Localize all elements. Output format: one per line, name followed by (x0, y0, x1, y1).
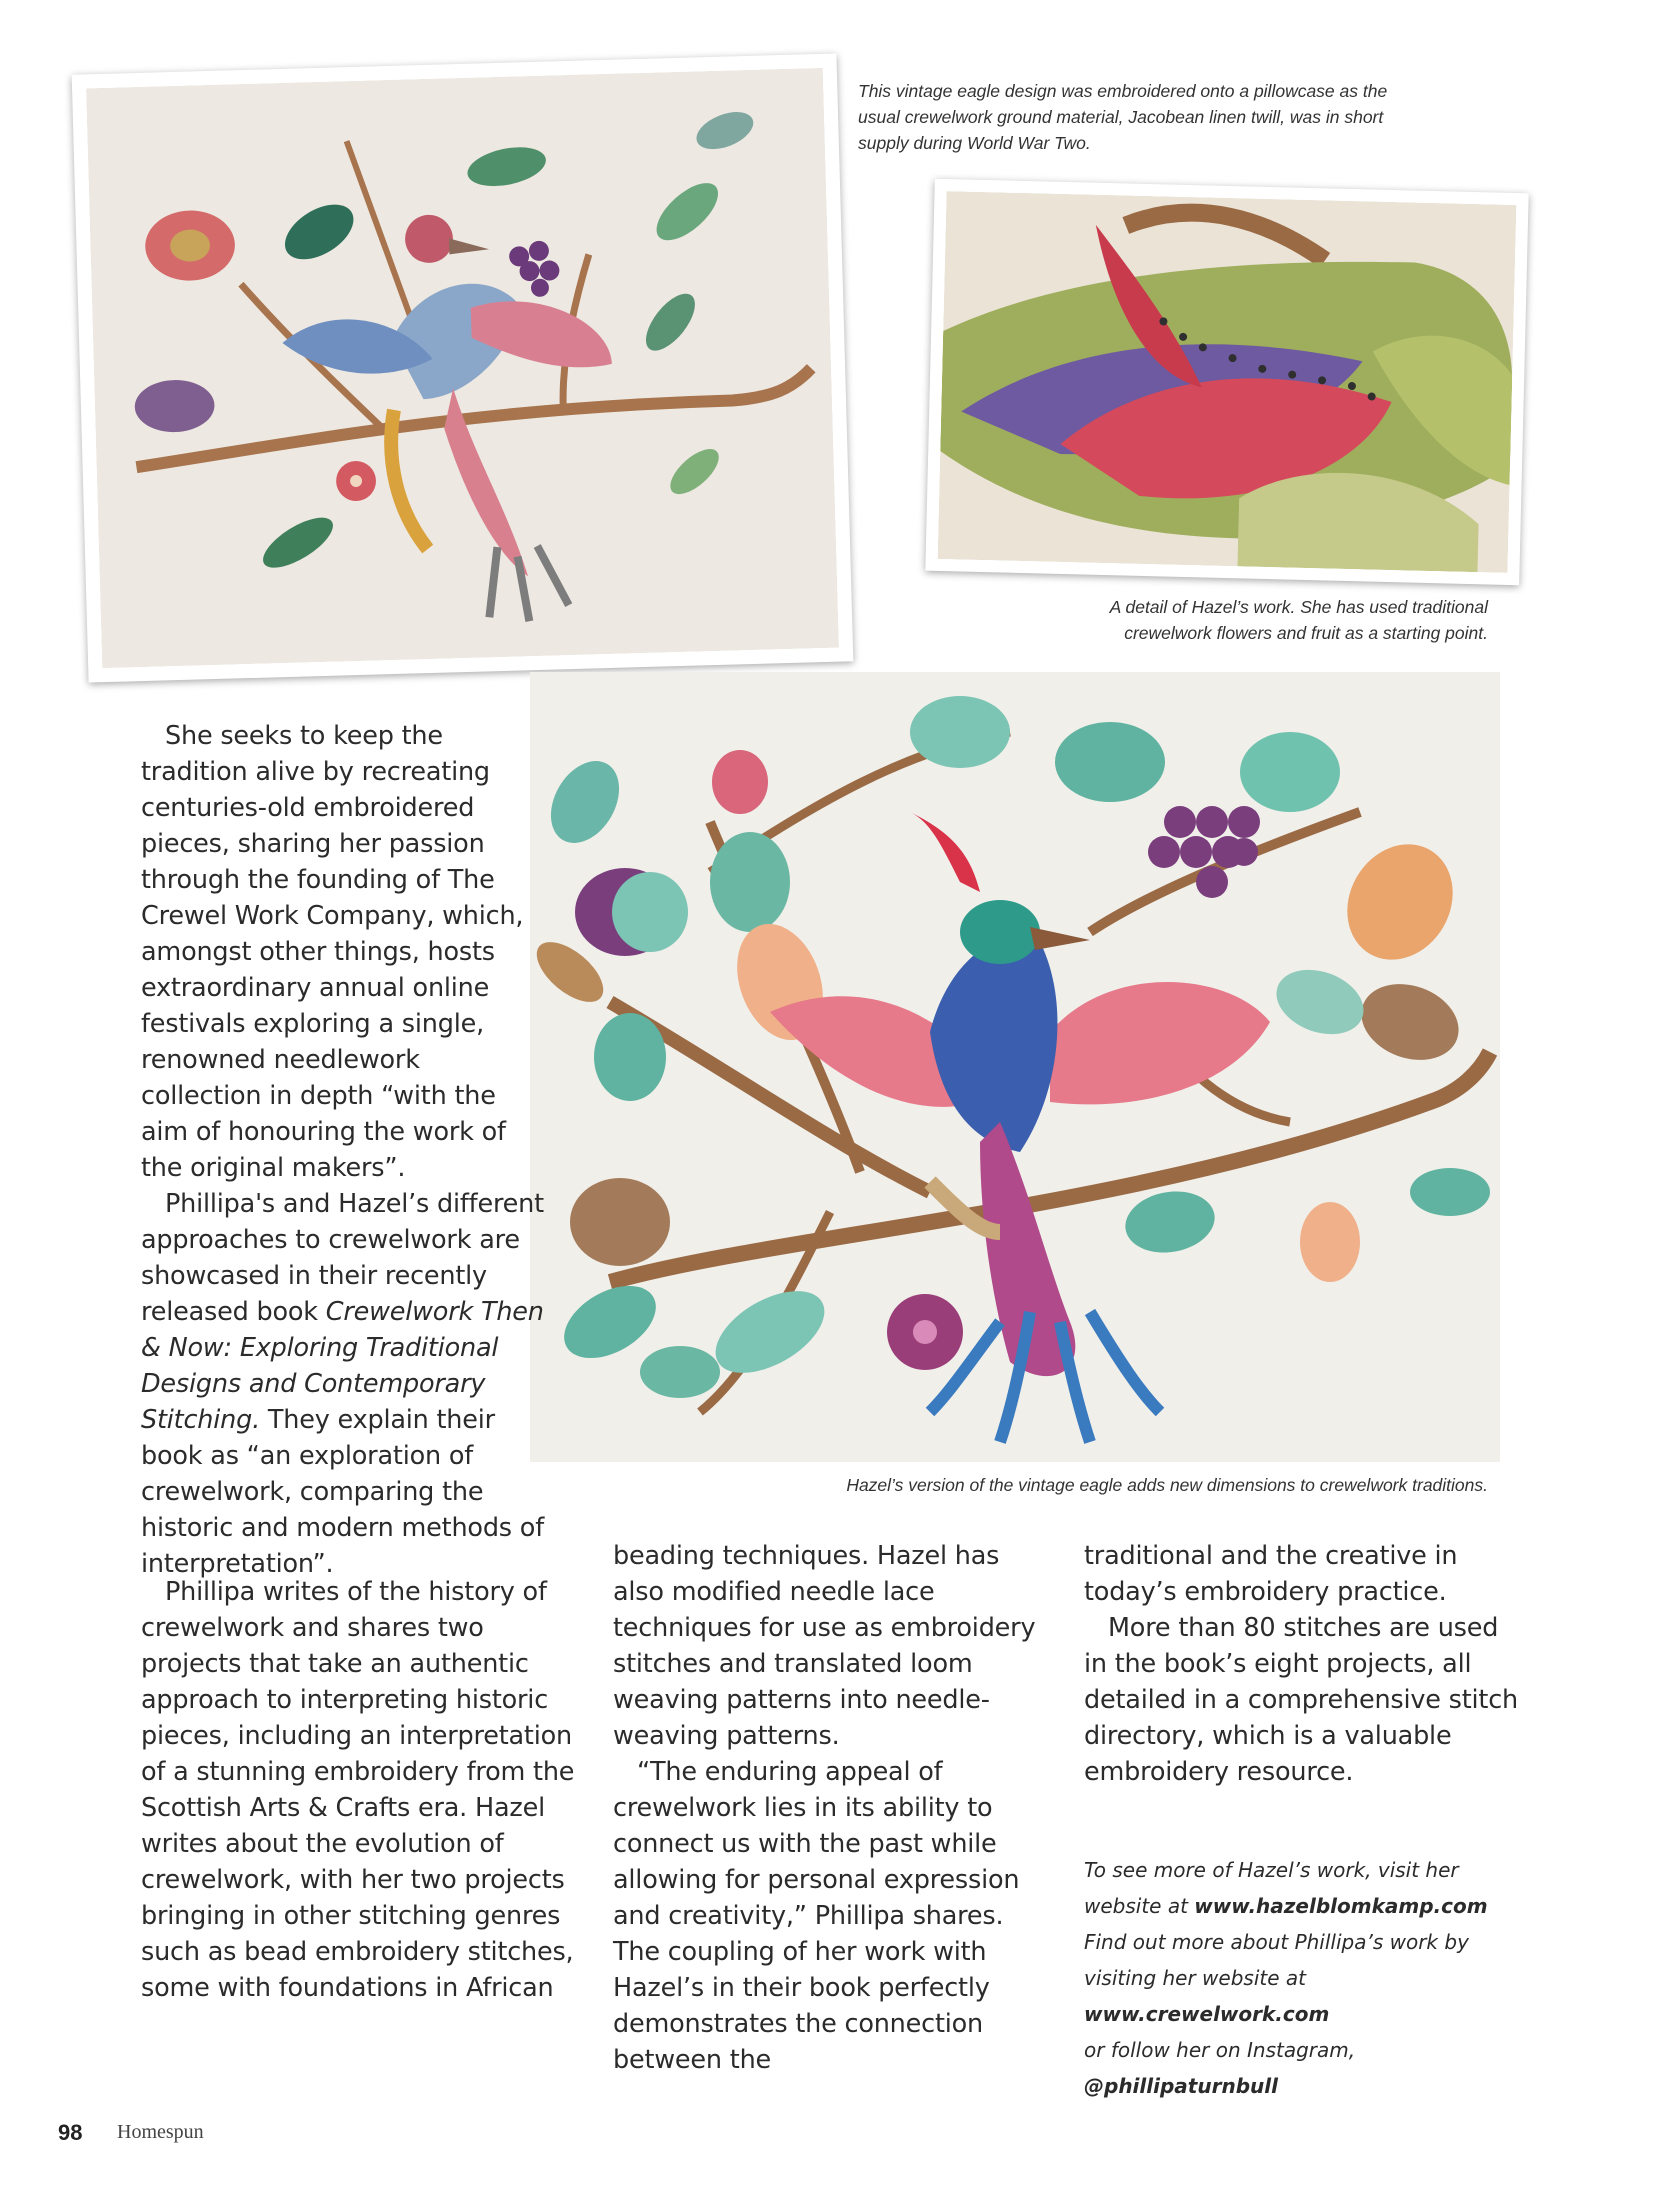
col1-paragraph-3: Phillipa writes of the history of crewelwork and shares two projects that take an authentic approach to interpreting historic pieces, including an interpretation of a stunning embroidery from the Scottish Arts & Crafts era. Hazel writes about the evolution of crewelwork, with her two projects bringing in other stitching genres such as bead embroidery stitches, some with foundations in African (141, 1577, 575, 2003)
col2-paragraph-1: beading techniques. Hazel has also modified needle lace techniques for use as embroidery stitches and translated loom weaving patterns into needle-weaving patterns. (613, 1541, 1036, 1751)
vintage-eagle-photo (72, 53, 854, 682)
detail-illustration (938, 191, 1517, 573)
magazine-name: Homespun (117, 2121, 204, 2143)
caption-vintage-eagle: This vintage eagle design was embroidered onto a pillowcase as the usual crewelwork ground material, Jacobean linen twill, was in short supply during World War Two. (858, 81, 1388, 153)
page-number: 98 (58, 2120, 83, 2145)
detail-photo (925, 179, 1528, 585)
hazel-eagle-illustration (530, 672, 1500, 1462)
caption-hazel-version: Hazel’s version of the vintage eagle adds new dimensions to crewelwork traditions. (846, 1475, 1488, 1495)
hazel-website-link[interactable]: www.hazelblomkamp.com (1194, 1894, 1488, 1918)
caption-detail: A detail of Hazel’s work. She has used traditional crewelwork flowers and fruit as a starting point. (1109, 597, 1488, 643)
col1-paragraph-2: Phillipa's and Hazel’s different approaches to crewelwork are showcased in their recently released book Crewelwork Then & Now: Exploring Traditional Designs and Contemporary Stitching. They explain their book as “an exploration of crewelwork, comparing the historic and modern methods of interpretation”. (141, 1189, 544, 1579)
info-note: To see more of Hazel’s work, visit her website at www.hazelblomkamp.com Find out more about Phillipa’s work by visiting her website at www.crewelwork.com or follow her on Instagram, @phillipaturnbull (1084, 1858, 1488, 2098)
vintage-eagle-illustration (86, 68, 839, 668)
col3-paragraph-1: traditional and the creative in today’s embroidery practice. (1084, 1541, 1458, 1607)
col1-paragraph-1: She seeks to keep the tradition alive by recreating centuries-old embroidered pieces, sharing her passion through the founding of The Crewel Work Company, which, amongst other things, hosts extraordinary annual online festivals exploring a single, renowned needlework collection in depth “with the aim of honouring the work of the original makers”. (141, 721, 524, 1183)
hazel-eagle-photo (530, 672, 1500, 1462)
book-title: Crewelwork Then & Now: Exploring Traditional Designs and Contemporary Stitching. (141, 1297, 544, 1435)
phillipa-website-link[interactable]: www.crewelwork.com (1084, 2002, 1330, 2026)
body-column-2 (613, 1538, 1050, 2078)
body-column-3 (1084, 1538, 1524, 1790)
body-column-1-lower (141, 1574, 579, 2006)
instagram-handle-link[interactable]: @phillipaturnbull (1084, 2074, 1278, 2098)
body-column-1 (141, 718, 546, 1582)
col2-paragraph-2: “The enduring appeal of crewelwork lies in its ability to connect us with the past while allowing for personal expression and creativity,” Phillipa shares. The coupling of her work with Hazel’s in their book perfectly demonstrates the connection between the (613, 1757, 1020, 2075)
col3-paragraph-2: More than 80 stitches are used in the book’s eight projects, all detailed in a comprehensive stitch directory, which is a valuable embroidery resource. (1084, 1613, 1519, 1787)
